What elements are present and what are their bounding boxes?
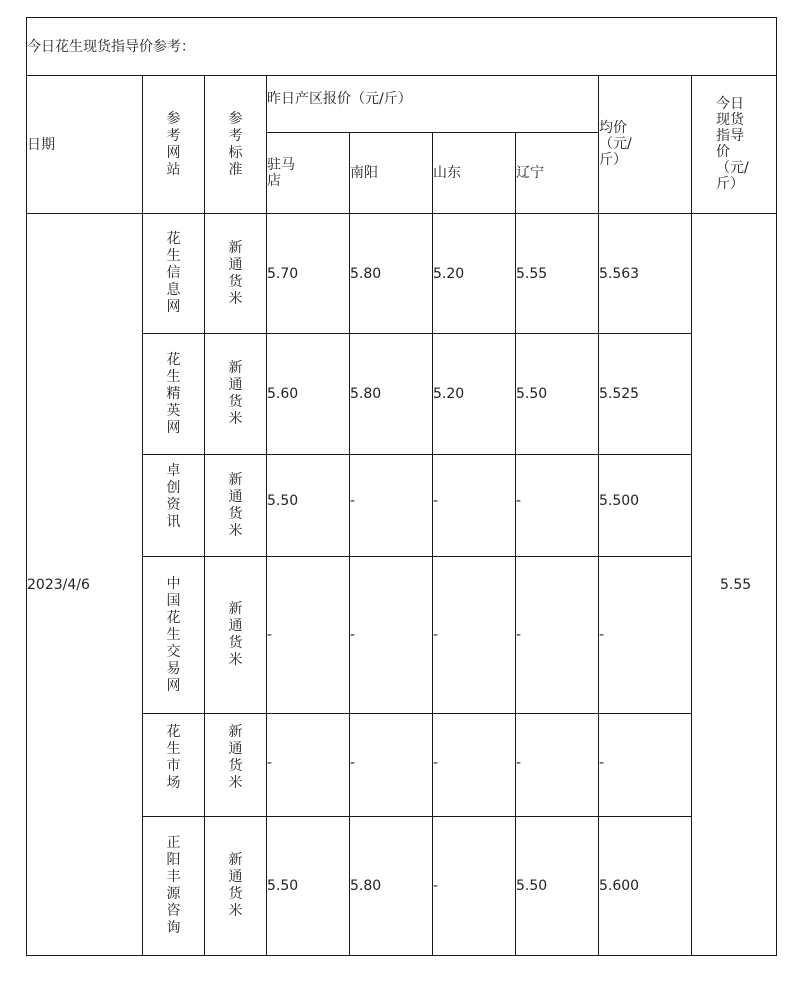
standard-cell: 新通货米: [205, 334, 267, 455]
header-region-shandong: 山东: [433, 133, 516, 214]
title-row: [27, 18, 777, 76]
site-cell: 花生信息网: [143, 214, 205, 334]
table-title: 今日花生现货指导价参考：: [27, 18, 777, 76]
price-average: 5.600: [599, 817, 692, 956]
today-price-cell: 5.55: [692, 214, 777, 956]
site-cell: 花生市场: [143, 714, 205, 817]
price-nanyang: -: [350, 557, 433, 714]
price-average: -: [599, 557, 692, 714]
standard-cell: 新通货米: [205, 214, 267, 334]
price-shandong: -: [433, 714, 516, 817]
header-region-zhumadian: 驻马店: [267, 133, 350, 214]
price-liaoning: 5.50: [516, 334, 599, 455]
header-site: 参考网站: [143, 76, 205, 214]
price-table: [26, 17, 777, 956]
price-shandong: 5.20: [433, 214, 516, 334]
price-shandong: -: [433, 455, 516, 557]
header-today-price: 今日 现货 指导 价 （元/ 斤）: [692, 76, 777, 214]
price-nanyang: 5.80: [350, 817, 433, 956]
price-average: -: [599, 714, 692, 817]
header-region-nanyang: 南阳: [350, 133, 433, 214]
price-shandong: -: [433, 557, 516, 714]
site-cell: 中国花生交易网: [143, 557, 205, 714]
price-liaoning: 5.50: [516, 817, 599, 956]
standard-cell: 新通货米: [205, 455, 267, 557]
price-average: 5.500: [599, 455, 692, 557]
price-nanyang: 5.80: [350, 334, 433, 455]
price-liaoning: -: [516, 455, 599, 557]
price-average: 5.563: [599, 214, 692, 334]
header-standard: 参考标准: [205, 76, 267, 214]
price-shandong: 5.20: [433, 334, 516, 455]
standard-cell: 新通货米: [205, 714, 267, 817]
date-cell: 2023/4/6: [27, 214, 143, 956]
standard-cell: 新通货米: [205, 557, 267, 714]
header-region-liaoning: 辽宁: [516, 133, 599, 214]
site-cell: 卓创资讯: [143, 455, 205, 557]
price-liaoning: -: [516, 714, 599, 817]
header-date: 日期: [27, 76, 143, 214]
site-cell: 正阳丰源咨询: [143, 817, 205, 956]
header-region-group: 昨日产区报价（元/斤）: [267, 76, 599, 133]
header-avg: 均价 （元/ 斤）: [599, 76, 692, 214]
price-liaoning: 5.55: [516, 214, 599, 334]
price-nanyang: -: [350, 714, 433, 817]
header-row-1: [27, 76, 777, 133]
table-row: [27, 214, 777, 334]
price-zhumadian: 5.50: [267, 455, 350, 557]
price-shandong: -: [433, 817, 516, 956]
standard-cell: 新通货米: [205, 817, 267, 956]
price-zhumadian: 5.60: [267, 334, 350, 455]
price-zhumadian: 5.50: [267, 817, 350, 956]
price-zhumadian: 5.70: [267, 214, 350, 334]
site-cell: 花生精英网: [143, 334, 205, 455]
price-nanyang: -: [350, 455, 433, 557]
price-nanyang: 5.80: [350, 214, 433, 334]
price-average: 5.525: [599, 334, 692, 455]
price-zhumadian: -: [267, 714, 350, 817]
price-liaoning: -: [516, 557, 599, 714]
price-zhumadian: -: [267, 557, 350, 714]
